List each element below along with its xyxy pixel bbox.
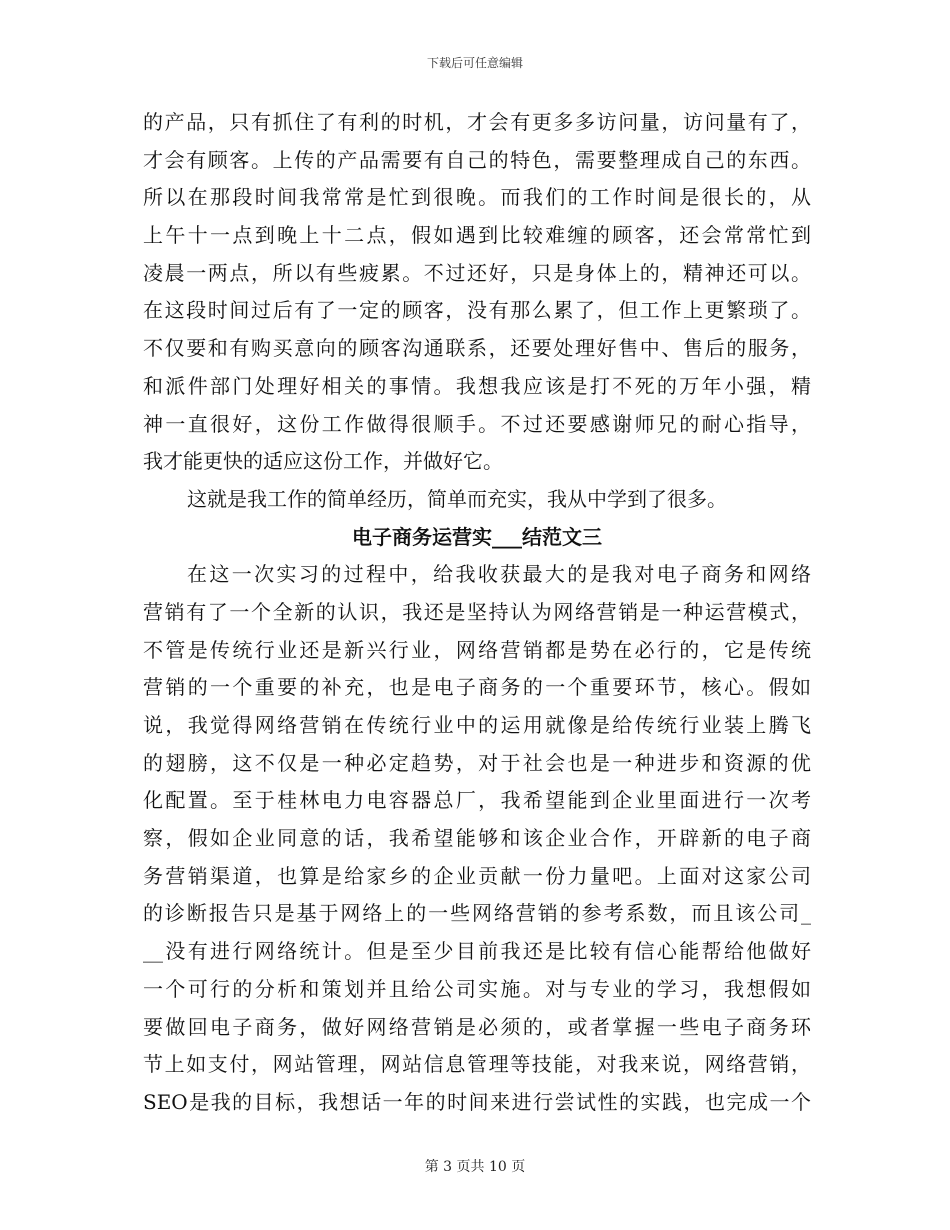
text-line: 神一直很好，这份工作做得很顺手。不过还要感谢师兄的耐心指导， xyxy=(143,411,811,436)
text-line: 的产品，只有抓住了有利的时机，才会有更多多访问量，访问量有了， xyxy=(143,110,811,134)
text-line: 才会有顾客。上传的产品需要有自己的特色，需要整理成自己的东西。 xyxy=(143,147,811,172)
text-line: __没有进行网络统计。但是至少目前我还是比较有信心能帮给他做好 xyxy=(143,939,811,964)
text-line: 和派件部门处理好相关的事情。我想我应该是打不死的万年小强，精 xyxy=(143,373,811,398)
text-line: SEO是我的目标，我想话一年的时间来进行尝试性的实践，也完成一个 xyxy=(143,1089,811,1114)
page-number: 第 3 页共 10 页 xyxy=(424,1159,526,1175)
paragraph-3 xyxy=(143,556,811,1121)
text-line: 要做回电子商务，做好网络营销是必须的，或者掌握一些电子商务环 xyxy=(143,1014,811,1039)
text-line: 务营销渠道，也算是给家乡的企业贡献一份力量吧。上面对这家公司 xyxy=(143,863,811,888)
document-body xyxy=(143,104,811,1122)
text-line: 察，假如企业同意的话，我希望能够和该企业合作，开辟新的电子商 xyxy=(143,826,811,851)
text-line: 的翅膀，这不仅是一种必定趋势，对于社会也是一种进步和资源的优 xyxy=(143,750,811,775)
text-line: 化配置。至于桂林电力电容器总厂，我希望能到企业里面进行一次考 xyxy=(143,788,811,813)
paragraph-2 xyxy=(143,481,811,519)
text-line: 所以在那段时间我常常是忙到很晚。而我们的工作时间是很长的，从 xyxy=(143,185,811,210)
text-line: 一个可行的分析和策划并且给公司实施。对与专业的学习，我想假如 xyxy=(143,976,811,1001)
text-line: 说，我觉得网络营销在传统行业中的运用就像是给传统行业装上腾飞 xyxy=(143,713,811,737)
text-line: 在这段时间过后有了一定的顾客，没有那么累了，但工作上更繁琐了。 xyxy=(143,298,811,323)
text-line: 节上如支付，网站管理，网站信息管理等技能，对我来说，网络营销， xyxy=(143,1052,811,1077)
text-line: 这就是我工作的简单经历，简单而充实，我从中学到了很多。 xyxy=(187,486,727,511)
section-title: 电子商务运营实___结范文三 xyxy=(352,524,602,549)
text-line: 不仅要和有购买意向的顾客沟通联系，还要处理好售中、售后的服务， xyxy=(143,336,811,361)
page-header: 下载后可任意编辑 xyxy=(426,56,523,70)
paragraph-1 xyxy=(143,104,811,481)
text-line: 上午十一点到晚上十二点，假如遇到比较难缠的顾客，还会常常忙到 xyxy=(143,223,811,248)
text-line: 我才能更快的适应这份工作，并做好它。 xyxy=(143,449,503,474)
text-line: 营销的一个重要的补充，也是电子商务的一个重要环节，核心。假如 xyxy=(143,675,811,700)
text-line: 的诊断报告只是基于网络上的一些网络营销的参考系数，而且该公司_ xyxy=(143,901,811,926)
text-line: 在这一次实习的过程中，给我收获最大的是我对电子商务和网络 xyxy=(187,562,811,587)
text-line: 营销有了一个全新的认识，我还是坚持认为网络营销是一种运营模式， xyxy=(143,599,811,624)
text-line: 不管是传统行业还是新兴行业，网络营销都是势在必行的，它是传统 xyxy=(143,637,811,662)
text-line: 凌晨一两点，所以有些疲累。不过还好，只是身体上的，精神还可以。 xyxy=(143,260,811,285)
